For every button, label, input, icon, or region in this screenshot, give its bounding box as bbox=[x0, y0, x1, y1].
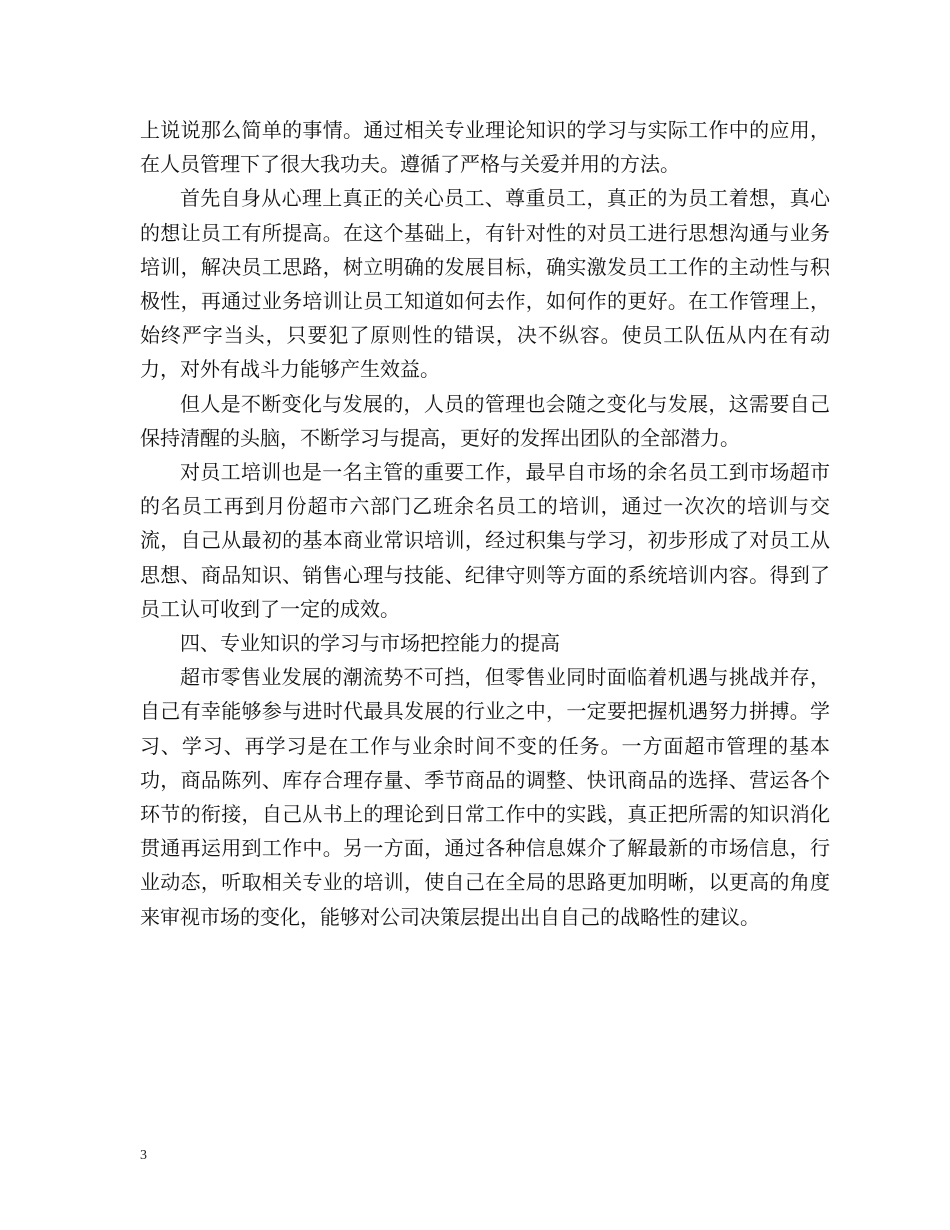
document-body bbox=[140, 113, 830, 934]
paragraph-continuation: 上说说那么简单的事情。通过相关专业理论知识的学习与实际工作中的应用，在人员管理下了很大我功夫。遵循了严格与关爱并用的方法。 bbox=[140, 118, 830, 177]
page-number: 3 bbox=[140, 1148, 147, 1163]
section-heading-four: 四、专业知识的学习与市场把控能力的提高 bbox=[180, 631, 560, 656]
paragraph-training: 对员工培训也是一名主管的重要工作，最早自市场的余名员工到市场超市的名员工再到月份超市六部门乙班余名员工的培训，通过一次次的培训与交流，自己从最初的基本商业常识培训，经过积集与学习，初步形成了对员工从思想、商品知识、销售心理与技能、纪律守则等方面的系统培训内容。得到了员工认可收到了一定的成效。 bbox=[140, 460, 830, 621]
paragraph-employee-care: 首先自身从心理上真正的关心员工、尊重员工，真正的为员工着想，真心的想让员工有所提高。在这个基础上，有针对性的对员工进行思想沟通与业务培训，解决员工思路，树立明确的发展目标，确实激发员工工作的主动性与积极性，再通过业务培训让员工知道如何去作，如何作的更好。在工作管理上，始终严字当头，只要犯了原则性的错误，决不纵容。使员工队伍从内在有动力，对外有战斗力能够产生效益。 bbox=[140, 186, 830, 382]
paragraph-people-change: 但人是不断变化与发展的，人员的管理也会随之变化与发展，这需要自己保持清醒的头脑，不断学习与提高，更好的发挥出团队的全部潜力。 bbox=[140, 391, 830, 450]
paragraph-retail-development: 超市零售业发展的潮流势不可挡，但零售业同时面临着机遇与挑战并存，自己有幸能够参与进时代最具发展的行业之中，一定要把握机遇努力拼搏。学习、学习、再学习是在工作与业余时间不变的任务。一方面超市管理的基本功，商品陈列、库存合理存量、季节商品的调整、快讯商品的选择、营运各个环节的衔接，自己从书上的理论到日常工作中的实践，真正把所需的知识消化贯通再运用到工作中。另一方面，通过各种信息媒介了解最新的市场信息，行业动态，听取相关专业的培训，使自己在全局的思路更加明晰，以更高的角度来审视市场的变化，能够对公司决策层提出出自自己的战略性的建议。 bbox=[140, 665, 830, 929]
